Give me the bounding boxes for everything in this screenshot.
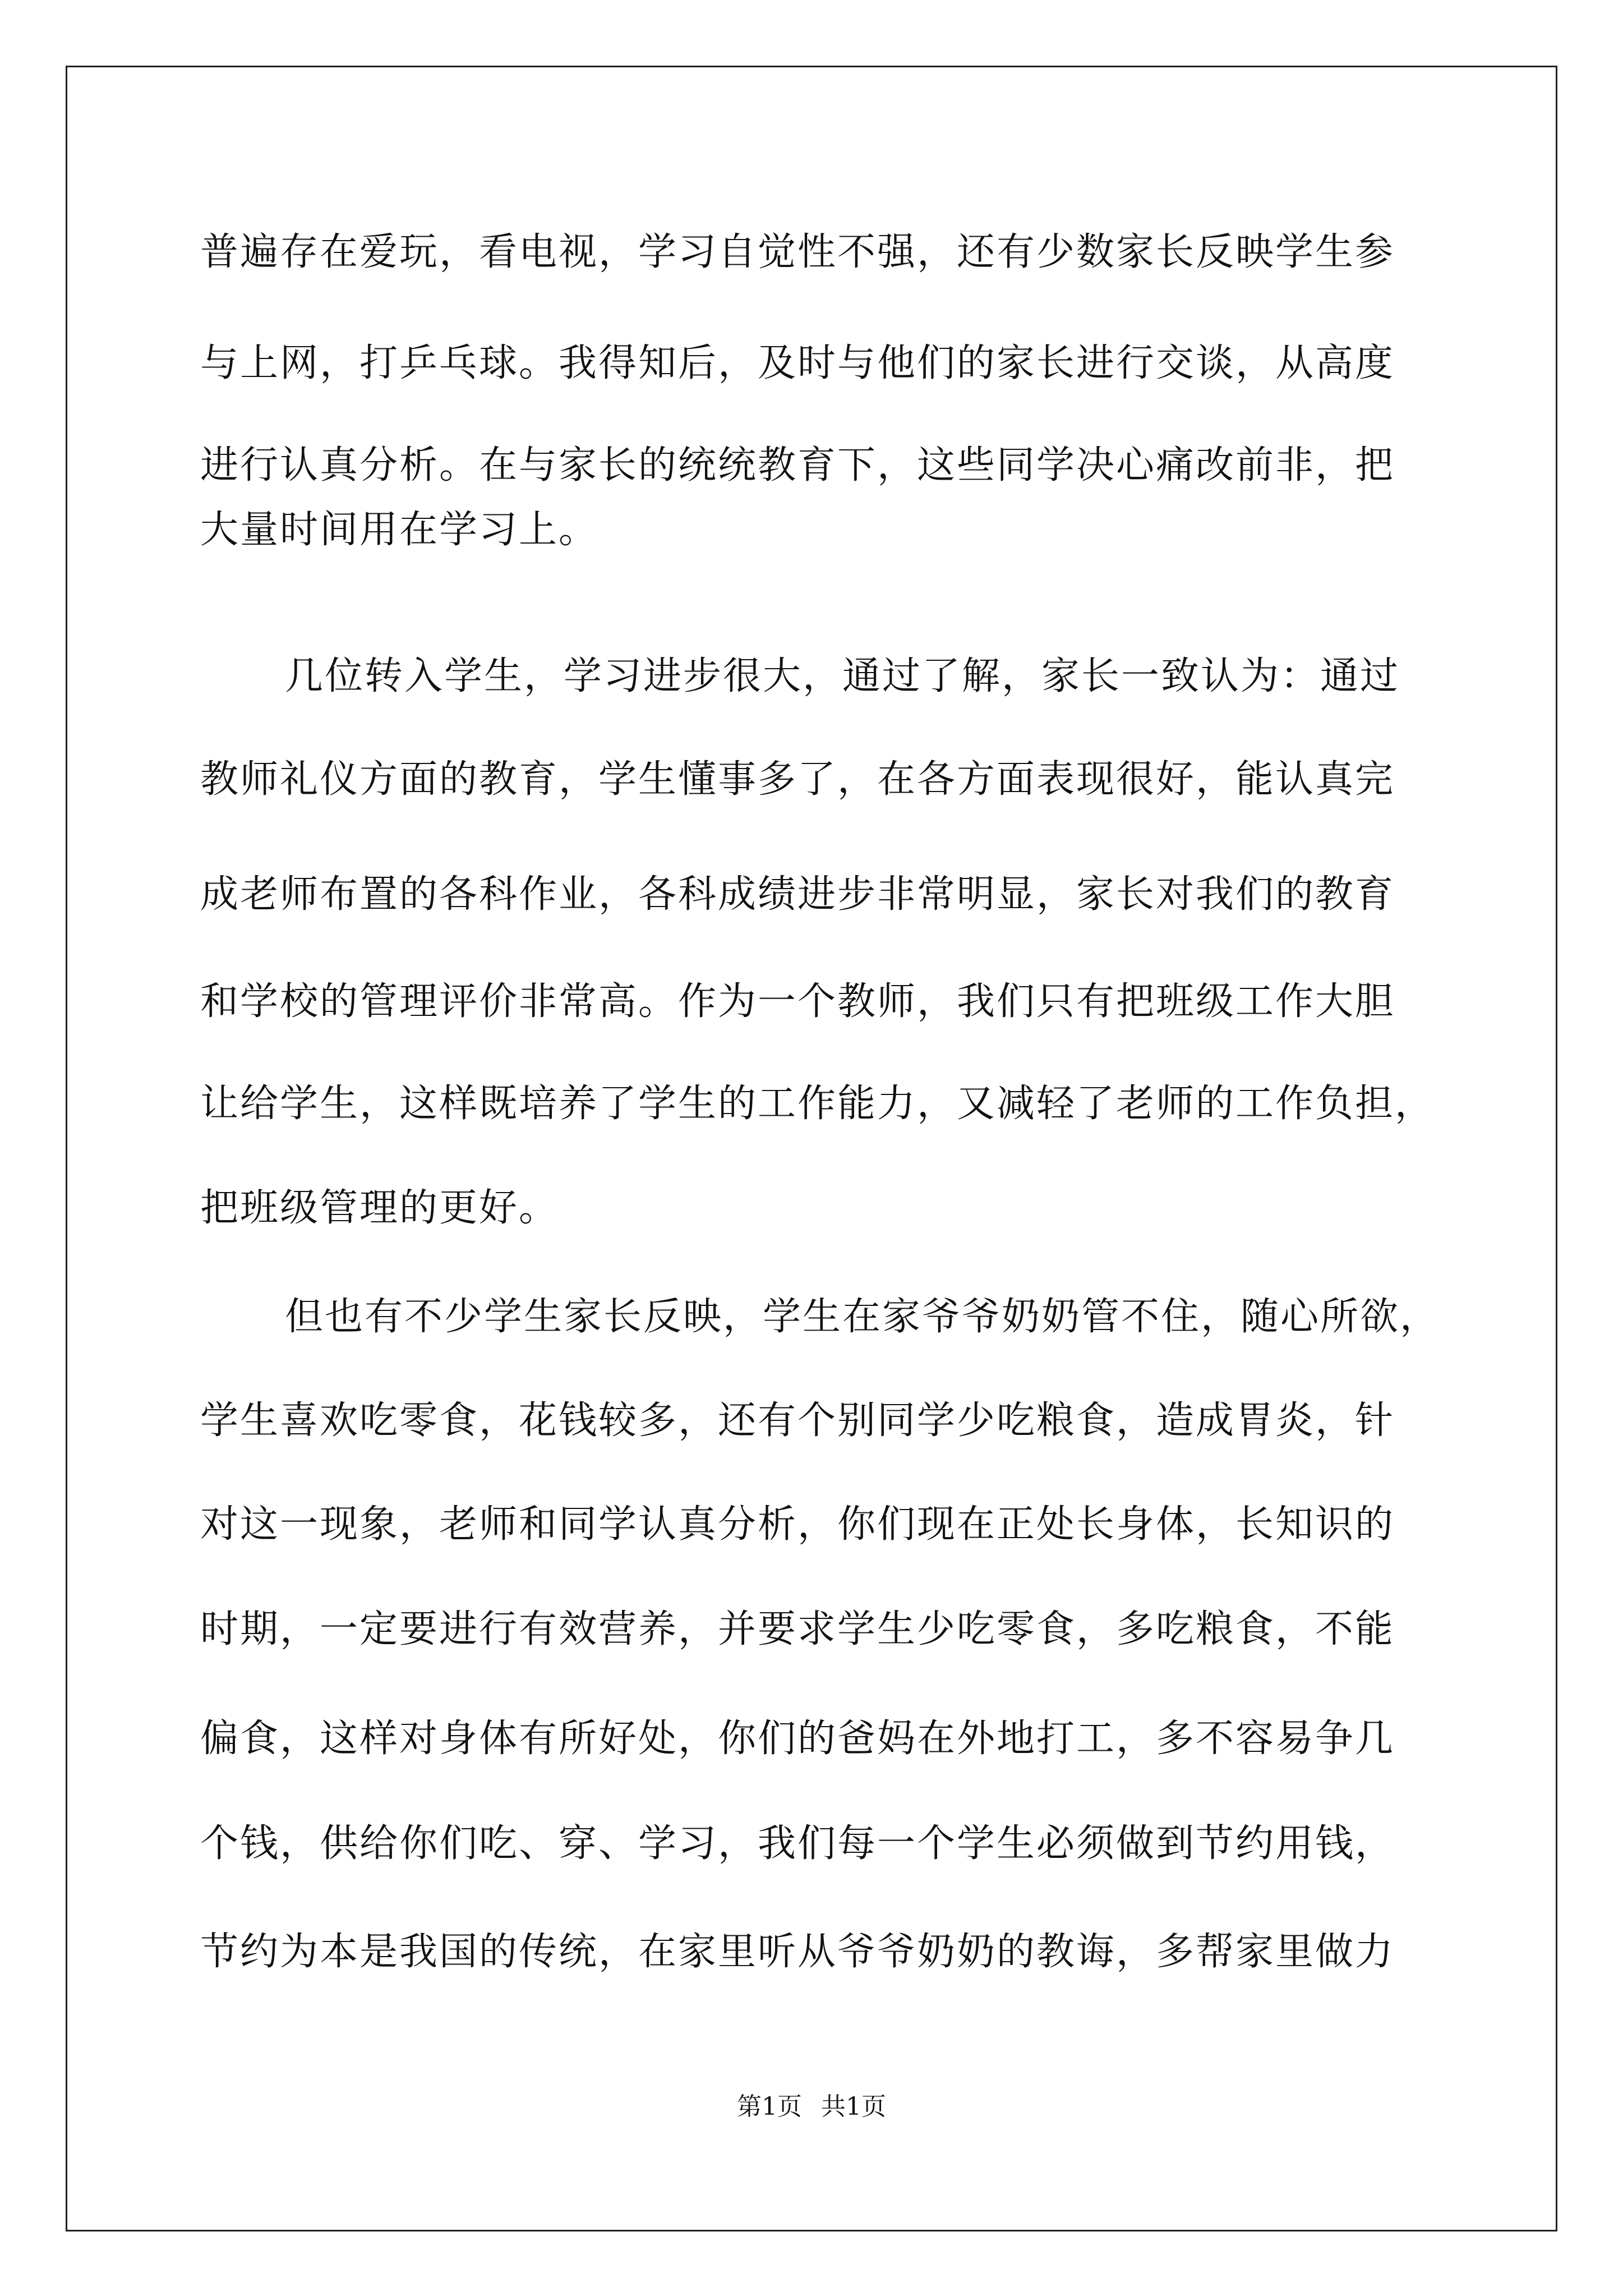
text-line: 成老师布置的各科作业，各科成绩进步非常明显，家长对我们的教育: [200, 872, 1395, 917]
text-line: 普遍存在爱玩，看电视，学习自觉性不强，还有少数家长反映学生参: [200, 230, 1395, 274]
page-border: [66, 66, 1557, 2231]
text-line: 和学校的管理评价非常高。作为一个教师，我们只有把班级工作大胆: [200, 979, 1395, 1024]
text-line: 对这一现象，老师和同学认真分析，你们现在正处长身体，长知识的: [200, 1502, 1395, 1547]
text-line: 教师礼仪方面的教育，学生懂事多了，在各方面表现很好，能认真完: [200, 757, 1395, 802]
text-line: 节约为本是我国的传统，在家里听从爷爷奶奶的教诲，多帮家里做力: [200, 1930, 1395, 1974]
text-line: 个钱，供给你们吃、穿、学习，我们每一个学生必须做到节约用钱，: [200, 1821, 1395, 1866]
page-number: 第1页: [737, 2092, 802, 2121]
text-line: 时期，一定要进行有效营养，并要求学生少吃零食，多吃粮食，不能: [200, 1607, 1395, 1651]
text-line: 让给学生，这样既培养了学生的工作能力，又减轻了老师的工作负担，: [200, 1082, 1435, 1126]
text-line: 学生喜欢吃零食，花钱较多，还有个别同学少吃粮食，造成胃炎，针: [200, 1398, 1395, 1443]
text-line: 大量时间用在学习上。: [200, 508, 599, 552]
paragraph-first-line: 几位转入学生，学习进步很大，通过了解，家长一致认为：通过: [285, 654, 1400, 698]
text-line: 与上网，打乒乓球。我得知后，及时与他们的家长进行交谈，从高度: [200, 341, 1395, 385]
text-line: 进行认真分析。在与家长的统统教育下，这些同学决心痛改前非，把: [200, 443, 1395, 487]
page-footer: [0, 2091, 1623, 2123]
text-line: 偏食，这样对身体有所好处，你们的爸妈在外地打工，多不容易争几: [200, 1717, 1395, 1761]
paragraph-first-line: 但也有不少学生家长反映，学生在家爷爷奶奶管不住，随心所欲，: [285, 1295, 1440, 1339]
page-total: 共1页: [821, 2092, 886, 2121]
text-line: 把班级管理的更好。: [200, 1186, 559, 1230]
